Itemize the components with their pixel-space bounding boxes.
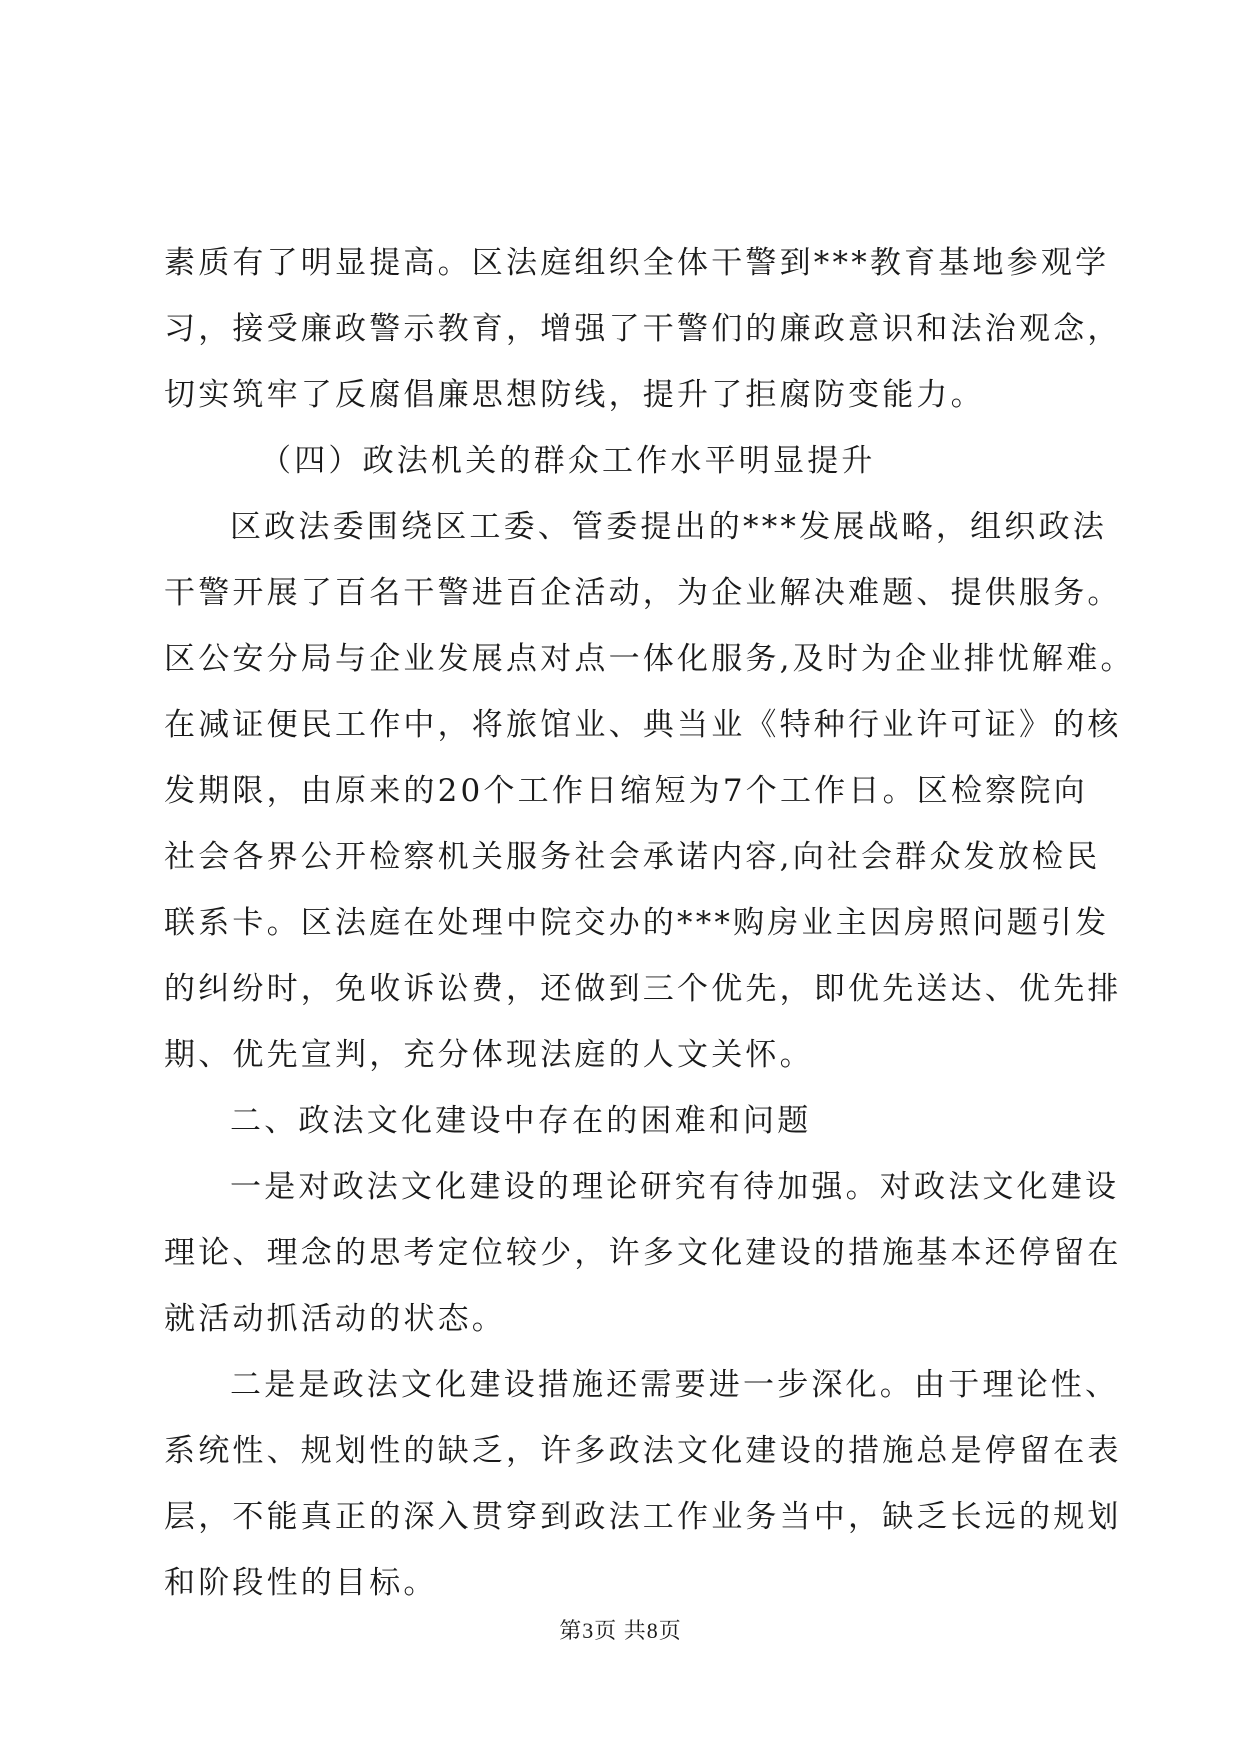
paragraph-line: 区公安分局与企业发展点对点一体化服务,及时为企业排忧解难。 bbox=[164, 641, 1135, 677]
section-heading: （四）政法机关的群众工作水平明显提升 bbox=[260, 443, 876, 479]
paragraph-line: 二是是政法文化建设措施还需要进一步深化。由于理论性、 bbox=[230, 1367, 1120, 1403]
paragraph-line: 在减证便民工作中，将旅馆业、典当业《特种行业许可证》的核 bbox=[164, 707, 1122, 743]
paragraph-line: 的纠纷时，免收诉讼费，还做到三个优先，即优先送达、优先排 bbox=[164, 971, 1122, 1007]
document-body bbox=[164, 230, 1135, 1616]
paragraph-line: 区政法委围绕区工委、管委提出的***发展战略，组织政法 bbox=[230, 509, 1107, 545]
paragraph-line: 素质有了明显提高。区法庭组织全体干警到***教育基地参观学 bbox=[164, 245, 1110, 281]
paragraph-line: 干警开展了百名干警进百企活动，为企业解决难题、提供服务。 bbox=[164, 575, 1122, 611]
paragraph-line: 发期限，由原来的20个工作日缩短为7个工作日。区检察院向 bbox=[164, 773, 1088, 809]
paragraph-line: 理论、理念的思考定位较少，许多文化建设的措施基本还停留在 bbox=[164, 1235, 1122, 1271]
paragraph-line: 就活动抓活动的状态。 bbox=[164, 1301, 506, 1337]
paragraph-line: 层，不能真正的深入贯穿到政法工作业务当中，缺乏长远的规划 bbox=[164, 1499, 1122, 1535]
paragraph-line: 习，接受廉政警示教育，增强了干警们的廉政意识和法治观念， bbox=[164, 311, 1122, 347]
page-number-footer: 第3页 共8页 bbox=[559, 1618, 682, 1643]
paragraph-line: 社会各界公开检察机关服务社会承诺内容,向社会群众发放检民 bbox=[164, 839, 1101, 875]
paragraph-line: 切实筑牢了反腐倡廉思想防线，提升了拒腐防变能力。 bbox=[164, 377, 985, 413]
paragraph-line: 系统性、规划性的缺乏，许多政法文化建设的措施总是停留在表 bbox=[164, 1433, 1122, 1469]
paragraph-line: 期、优先宣判，充分体现法庭的人文关怀。 bbox=[164, 1037, 814, 1073]
paragraph-line: 联系卡。区法庭在处理中院交办的***购房业主因房照问题引发 bbox=[164, 905, 1110, 941]
paragraph-line: 一是对政法文化建设的理论研究有待加强。对政法文化建设 bbox=[230, 1169, 1120, 1205]
section-heading: 二、政法文化建设中存在的困难和问题 bbox=[230, 1103, 812, 1139]
paragraph-line: 和阶段性的目标。 bbox=[164, 1565, 438, 1601]
